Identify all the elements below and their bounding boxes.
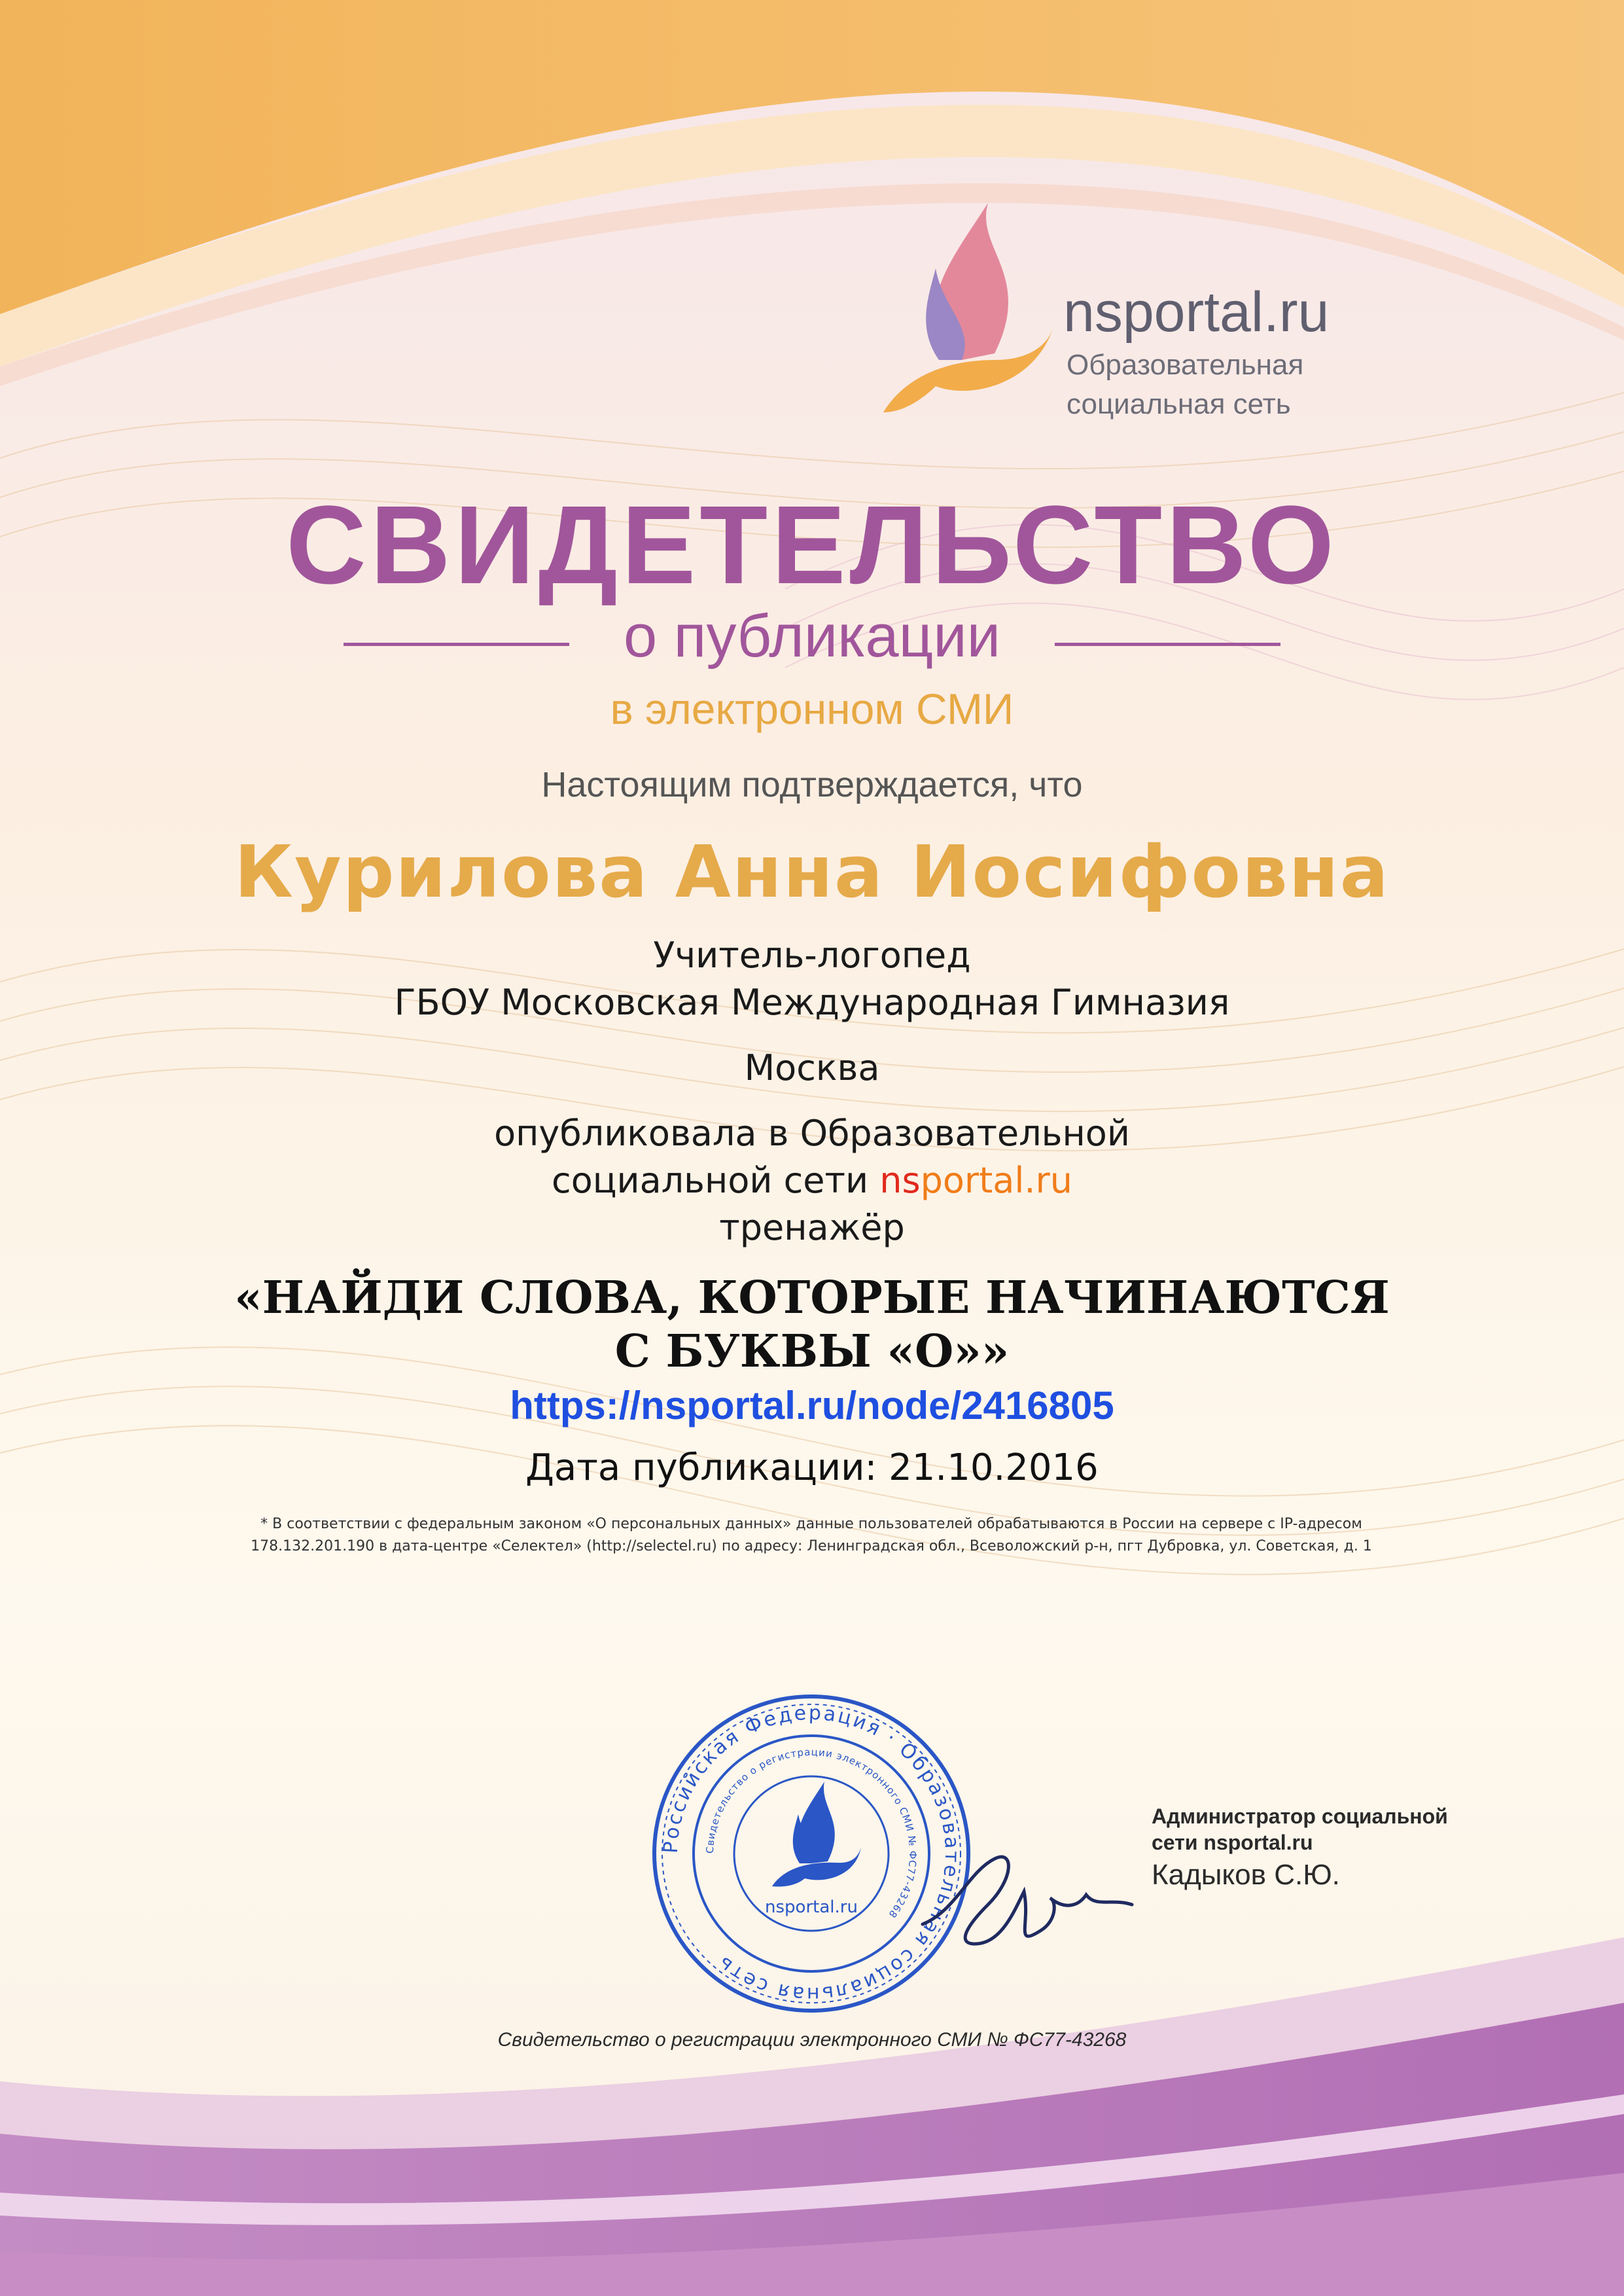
brand-subtitle-line1: Образовательная <box>1067 349 1304 381</box>
brand-name: nsportal.ru <box>1063 281 1330 344</box>
personal-data-footnote <box>157 1513 1466 1558</box>
seal-center-text: nsportal.ru <box>765 1897 858 1917</box>
published-line2 <box>0 1160 1624 1201</box>
medium-label: в электронном СМИ <box>610 685 1014 733</box>
nsportal-flame-logo-icon <box>864 164 1053 425</box>
work-type: тренажёр <box>719 1207 905 1248</box>
confirmation-text: Настоящим подтверждается, что <box>541 765 1083 804</box>
recipient-name: Курилова Анна Иосифовна <box>234 830 1390 914</box>
certificate-title: СВИДЕТЕЛЬСТВО <box>286 483 1338 607</box>
administrator-name: Кадыков С.Ю. <box>1152 1859 1340 1891</box>
brand-subtitle-line2: социальная сеть <box>1067 388 1291 420</box>
smi-registration: Свидетельство о регистрации электронного СМИ № ФС77-43268 <box>497 2029 1127 2051</box>
position: Учитель-логопед <box>653 935 971 976</box>
seal-inner-text: Свидетельство о регистрации электронного СМИ № ФС77-43268 <box>703 1746 919 1921</box>
nsportal-ns: ns <box>879 1160 921 1201</box>
work-title-line1: «НАЙДИ СЛОВА, КОТОРЫЕ НАЧИНАЮТСЯ <box>234 1272 1390 1324</box>
work-title-line2: С БУКВЫ «О»» <box>614 1325 1010 1378</box>
published-line2-prefix: социальной сети <box>552 1160 880 1201</box>
brand-subtitle <box>1067 346 1303 424</box>
footnote-line2: 178.132.201.190 в дата-центре «Селектел» (http://selectel.ru) по адресу: Ленинградская обл., Всеволожский р-н, пгт Дубровка, ул. Советская, д. 1 <box>251 1538 1372 1554</box>
administrator-signature <box>916 1833 1152 1970</box>
administrator-title <box>1152 1803 1448 1856</box>
certificate-subtitle: о публикации <box>623 603 1001 670</box>
city: Москва <box>744 1047 880 1088</box>
publication-date: Дата публикации: 21.10.2016 <box>525 1446 1099 1489</box>
nsportal-portal: portal.ru <box>920 1160 1072 1201</box>
administrator-title-line1: Администратор социальной <box>1152 1804 1448 1828</box>
publication-link[interactable]: https://nsportal.ru/node/2416805 <box>510 1384 1114 1427</box>
work-title <box>0 1271 1624 1378</box>
seal-outer-text: Российская Федерация · Образовательная социальная сеть <box>659 1701 964 2006</box>
published-line1: опубликовала в Образовательной <box>494 1113 1130 1154</box>
footnote-line1: * В соответствии с федеральным законом «О персональных данных» данные пользователей обрабатываются в России на сервере с IP-адресом <box>260 1516 1362 1532</box>
administrator-title-line2: сети nsportal.ru <box>1152 1831 1313 1854</box>
organization: ГБОУ Московская Международная Гимназия <box>394 982 1230 1023</box>
